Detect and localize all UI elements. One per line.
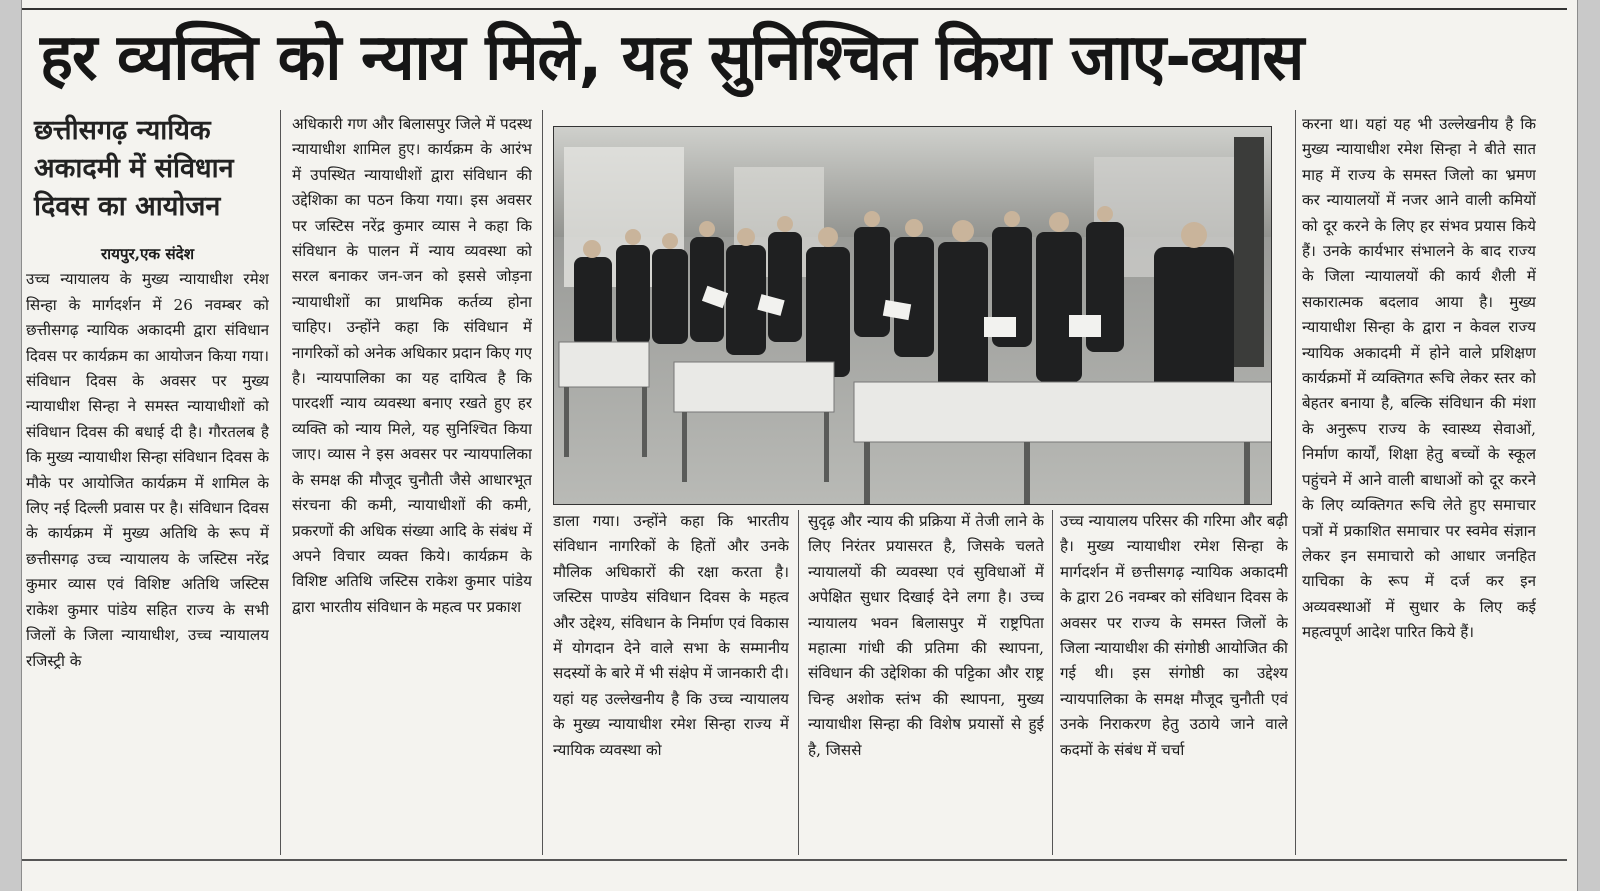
column-5-text: उच्च न्यायालय परिसर की गरिमा और बढ़ी है। मुख्य न्यायाधीश रमेश सिन्हा के मार्गदर्शन में छत्तीसगढ़ न्यायिक अकादमी के द्वारा 26 नवम्बर को संविधान दिवस के अवसर पर राज्य के समस्त जिलों के जिला न्यायाधीश की संगोष्ठी आयोजित की गई थी। इस संगोष्ठी का उद्देश्य न्यायपालिका के समक्ष मौजूद चुनौती एवं उनके निराकरण हेतु उठाये जाने वाले कदमों के संबंध में चर्चा xyxy=(1060,512,1288,759)
judges-reading-preamble-photo xyxy=(554,127,1271,504)
dateline: रायपुर,एक संदेश xyxy=(100,245,195,263)
column-2-text: अधिकारी गण और बिलासपुर जिले में पदस्थ न्यायाधीश शामिल हुए। कार्यक्रम के आरंभ में उपस्थित न्यायाधीशों द्वारा संविधान की उद्देशिका का पठन किया गया। इस अवसर पर जस्टिस नरेंद्र कुमार व्यास ने कहा कि संविधान के पालन में न्याय व्यवस्था को सरल बनाकर जन-जन को इससे जोड़ना न्यायाधीशों का प्राथमिक कर्तव्य होना चाहिए। उन्होंने कहा कि संविधान में नागरिकों को अनेक अधिकार प्रदान किए गए है। न्यायपालिका का यह दायित्व है कि पारदर्शी न्याय व्यवस्था बनाए रखते हुए हर व्यक्ति को न्याय मिले, यह सुनिश्चित किया जाए। व्यास ने इस अवसर पर न्यायपालिका के समक्ष की मौजूद चुनौती जैसे आधारभूत संरचना की कमी, न्यायाधीशों की कमी, प्रकरणों की अधिक संख्या आदि के संबंध में अपने विचार व्यक्त किये। कार्यक्रम के विशिष्ट अतिथि जस्टिस राकेश कुमार पांडेय द्वारा भारतीय संविधान के महत्व पर प्रकाश xyxy=(292,115,532,616)
article-column-1 xyxy=(26,242,269,857)
column-rule xyxy=(542,110,543,855)
bottom-rule xyxy=(22,859,1567,861)
article-column-2 xyxy=(292,112,532,857)
article-column-4 xyxy=(808,509,1044,857)
column-rule xyxy=(1295,110,1296,855)
column-1-text: उच्च न्यायालय के मुख्य न्यायाधीश रमेश सिन्हा के मार्गदर्शन में 26 नवम्बर को छत्तीसगढ़ न्यायिक अकादमी द्वारा संविधान दिवस पर कार्यक्रम का आयोजन किया गया। संविधान दिवस के अवसर पर मुख्य न्यायाधीश सिन्हा ने समस्त न्यायाधीशों को संविधान दिवस की बधाई दी है। गौरतलब है कि मुख्य न्यायाधीश सिन्हा संविधान दिवस के मौके पर आयोजित कार्यक्रम में शामिल के लिए नई दिल्ली प्रवास पर है। संविधान दिवस के कार्यक्रम में मुख्य अतिथि के रूप में छत्तीसगढ़ उच्च न्यायालय के जस्टिस नरेंद्र कुमार व्यास एवं विशिष्ट अतिथि जस्टिस राकेश कुमार पांडेय सहित राज्य के सभी जिलों के जिला न्यायाधीश, उच्च न्यायालय रजिस्ट्री के xyxy=(26,270,269,670)
headline: हर व्यक्ति को न्याय मिले, यह सुनिश्चित किया जाए-व्यास xyxy=(40,21,1304,95)
article-column-3 xyxy=(553,509,789,857)
article-column-6 xyxy=(1302,112,1536,857)
top-rule xyxy=(22,8,1567,10)
column-rule xyxy=(1052,510,1053,855)
column-rule xyxy=(798,510,799,855)
column-6-text: करना था। यहां यह भी उल्लेखनीय है कि मुख्य न्यायाधीश रमेश सिन्हा ने बीते सात माह में राज्य के समस्त जिलो का भ्रमण कर न्यायालयों में नजर आने वाली कमियों को दूर करने के लिए हर संभव प्रयास किये हैं। उनके कार्यभार संभालने के बाद राज्य के जिला न्यायालयों की कार्य शैली में सकारात्मक बदलाव आया है। मुख्य न्यायाधीश सिन्हा के द्वारा न केवल राज्य न्यायिक अकादमी में होने वाले प्रशिक्षण कार्यक्रमों में व्यक्तिगत रूचि लेकर स्तर को बेहतर बनाया है, बल्कि संविधान की मंशा के अनुरूप राज्य के स्वास्थ्य सेवाओं, निर्माण कार्यों, शिक्षा हेतु बच्चों के स्कूल पहुंचने में आने वाली बाधाओं को दूर करने के लिए व्यक्तिगत रूचि लेते हुए समाचार पत्रों में प्रकाशित समाचार पर स्वमेव संज्ञान लेकर इन समाचारो को आधार जनहित याचिका के रूप में दर्ज कर इन अव्यवस्थाओं में सुधार के लिए कई महत्वपूर्ण आदेश पारित किये हैं। xyxy=(1302,115,1536,642)
article-column-5 xyxy=(1060,509,1288,857)
subheadline: छत्तीसगढ़ न्यायिक अकादमी में संविधान दिवस का आयोजन xyxy=(34,115,234,222)
column-3-text: डाला गया। उन्होंने कहा कि भारतीय संविधान नागरिकों के हितों और उनके मौलिक अधिकारों की रक्षा करता है। जस्टिस पाण्डेय संविधान दिवस के महत्व और उद्देश्य, संविधान के निर्माण एवं विकास में योगदान देने वाले सभा के सम्मानीय सदस्यों के बारे में भी संक्षेप में जानकारी दी। यहां यह उल्लेखनीय है कि उच्च न्यायालय के मुख्य न्यायाधीश रमेश सिन्हा राज्य में न्यायिक व्यवस्था को xyxy=(553,512,789,759)
event-photo xyxy=(553,126,1272,505)
column-rule xyxy=(280,110,281,855)
column-4-text: सुदृढ़ और न्याय की प्रक्रिया में तेजी लाने के लिए निरंतर प्रयासरत है, जिसके चलते न्यायालयों की व्यवस्था एवं सुविधाओं में अपेक्षित सुधार दिखाई देने लगा है। उच्च न्यायालय भवन बिलासपुर में राष्ट्रपिता महात्मा गांधी की प्रतिमा की स्थापना, संविधान की उद्देशिका की पट्टिका और राष्ट्र चिन्ह अशोक स्तंभ की स्थापना, मुख्य न्यायाधीश सिन्हा की विशेष प्रयासों से हुई है, जिससे xyxy=(808,512,1044,759)
